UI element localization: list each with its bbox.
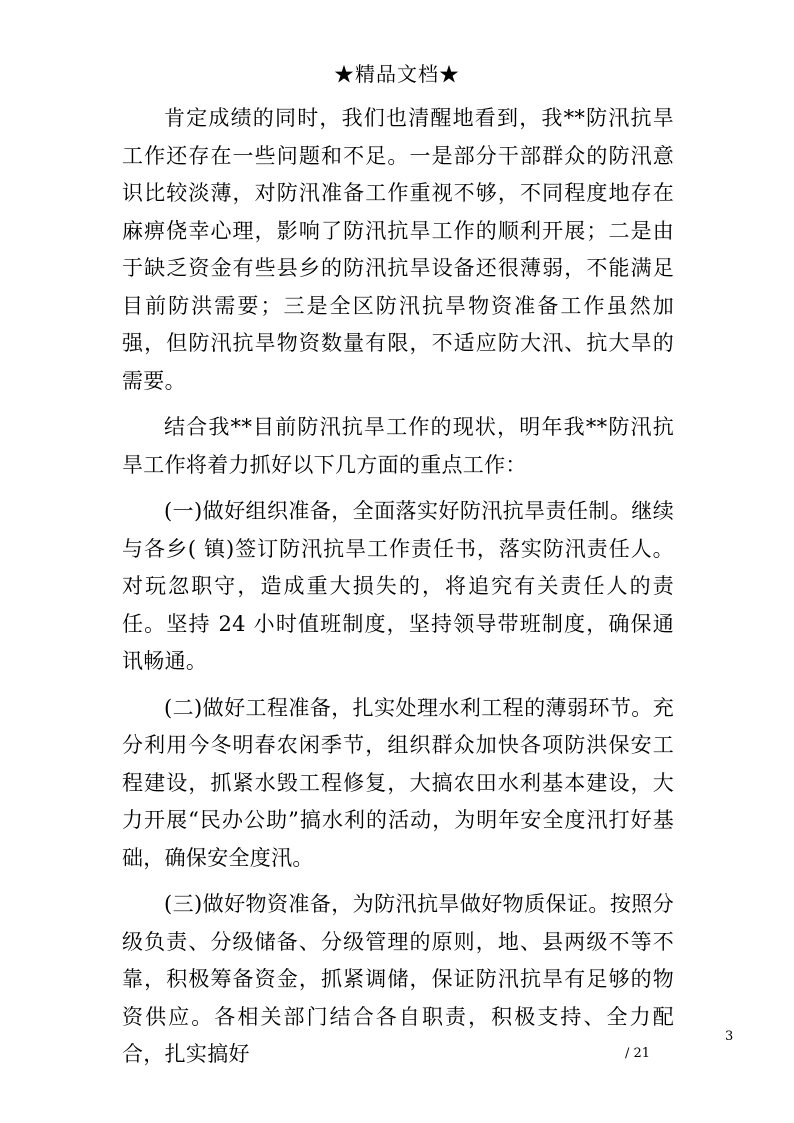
document-header: ★精品文档★ (334, 62, 460, 86)
paragraph-shortcomings: 肯定成绩的同时，我们也清醒地看到，我**防汛抗旱工作还存在一些问题和不足。一是部分干部群众的防汛意识比较淡薄，对防汛准备工作重视不够，不同程度地存在麻痹侥幸心理，影响了防汛抗旱工作的顺利开展；二是由于缺乏资金有些县乡的防汛抗旱设备还很薄弱，不能满足目前防洪需要；三是全区防汛抗旱物资准备工作虽然加强，但防汛抗旱物资数量有限，不适应防大汛、抗大旱的需要。 (122, 106, 674, 393)
paragraph-materials: (三)做好物资准备，为防汛抗旱做好物质保证。按照分级负责、分级储备、分级管理的原则，地、县两级不等不靠，积极筹备资金，抓紧调储，保证防汛抗旱有足够的物资供应。各相关部门结合各自职责，积极支持、全力配合，扎实搞好 (122, 892, 674, 1066)
paragraph-engineering: (二)做好工程准备，扎实处理水利工程的薄弱环节。充分利用今冬明春农闲季节，组织群众加快各项防洪保安工程建设，抓紧水毁工程修复，大搞农田水利基本建设，大力开展“民办公助”搞水利的活动，为明年安全度汛打好基础，确保安全度汛。 (122, 695, 674, 870)
page-total: / 21 (625, 1046, 651, 1061)
page-number: 3 (725, 1029, 734, 1044)
paragraph-organization: (一)做好组织准备，全面落实好防汛抗旱责任制。继续与各乡( 镇)签订防汛抗旱工作责任书，落实防汛责任人。对玩忽职守，造成重大损失的，将追究有关责任人的责任。坚持 24 小时值班制度，坚持领导带班制度，确保通讯畅通。 (122, 499, 674, 673)
paragraph-next-year-plan: 结合我**目前防汛抗旱工作的现状，明年我**防汛抗旱工作将着力抓好以下几方面的重点工作： (122, 415, 674, 477)
document-body (122, 100, 674, 1083)
